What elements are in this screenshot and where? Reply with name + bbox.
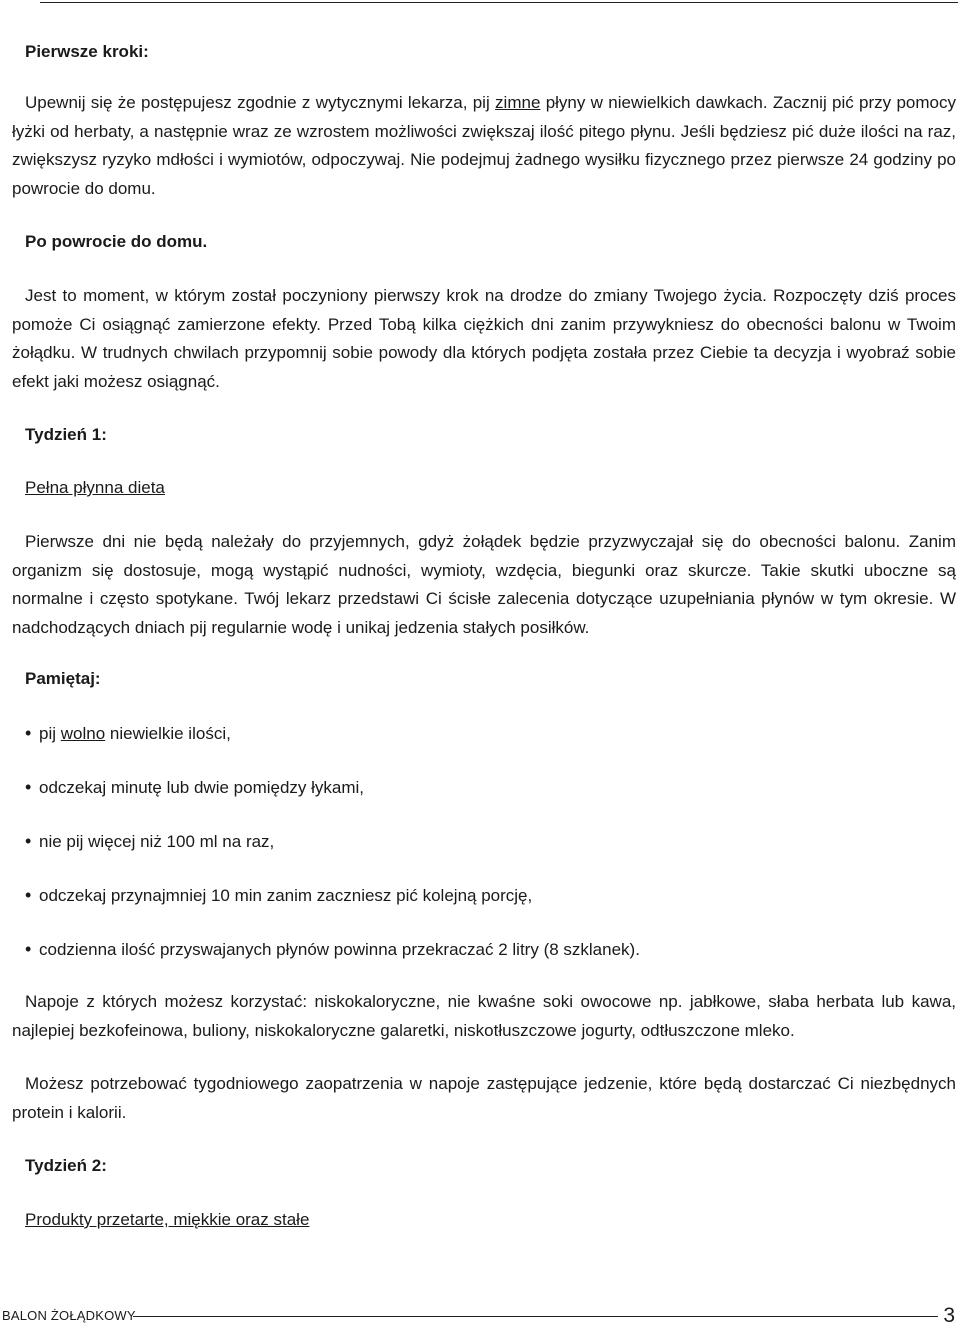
first-steps-text-1: Upewnij się że postępujesz zgodnie z wytycznymi lekarza, pij: [25, 93, 496, 112]
drinks-paragraph: Napoje z których możesz korzystać: niskokaloryczne, nie kwaśne soki owocowe np. jabłkowe, słaba herbata lub kawa, najlepiej bezkofeinowa, buliony, niskokaloryczne galaretki, niskotłuszczowe jogurty, odtłuszczone mleko.: [12, 992, 956, 1040]
bullet-icon: •: [25, 885, 32, 905]
list-item-underlined: wolno: [60, 724, 106, 743]
page-footer: [0, 1305, 960, 1327]
list-item: [25, 827, 274, 856]
list-item-text: odczekaj minutę lub dwie pomiędzy łykami,: [39, 778, 365, 797]
week1-heading: Tydzień 1:: [25, 425, 107, 444]
week1-paragraph: Pierwsze dni nie będą należały do przyjemnych, gdyż żołądek będzie przyzwyczajał się do obecności balonu. Zanim organizm się dostosuje, mogą wystąpić nudności, wymioty, wzdęcia, biegunki oraz skurcze. Takie skutki uboczne są normalne i często spotykane. Twój lekarz przedstawi Ci ścisłe zalecenia dotyczące uzupełniania płynów w tym okresie. W nadchodzących dniach pij regularnie wodę i unikaj jedzenia stałych posiłków.: [12, 532, 956, 637]
page-number: 3: [943, 1304, 955, 1327]
list-item-text: codzienna ilość przyswajanych płynów powinna przekraczać 2 litry (8 szklanek).: [39, 940, 640, 959]
bullet-icon: •: [25, 723, 32, 743]
list-item: [25, 881, 532, 910]
supplement-paragraph: Możesz potrzebować tygodniowego zaopatrzenia w napoje zastępujące jedzenie, które będą dostarczać Ci niezbędnych protein i kalorii.: [12, 1074, 956, 1122]
bullet-icon: •: [25, 831, 32, 851]
back-home-paragraph: Jest to moment, w którym został poczyniony pierwszy krok na drodze do zmiany Twojego życia. Rozpoczęty dziś proces pomoże Ci osiągnąć zamierzone efekty. Przed Tobą kilka ciężkich dni zanim przywykniesz do obecności balonu w Twoim żołądku. W trudnych chwilach przypomnij sobie powody dla których podjęta została przez Ciebie ta decyzja i wyobraź sobie efekt jaki możesz osiągnąć.: [12, 286, 956, 391]
list-item-text: pij: [39, 724, 61, 743]
footer-brand: BALON ŻOŁĄDKOWY: [2, 1308, 136, 1323]
list-item: [25, 935, 640, 964]
list-item-text: niewielkie ilości,: [105, 724, 231, 743]
first-steps-paragraph: [12, 89, 956, 203]
list-item-text: nie pij więcej niż 100 ml na raz,: [39, 832, 275, 851]
first-steps-text-2: płyny w niewielkich dawkach. Zacznij pić przy pomocy łyżki od herbaty, a następnie wraz ze wzrostem możliwości zwiększaj ilość pitego płynu. Jeśli będziesz pić duże ilości na raz, zwiększysz ryzyko mdłości i wymiotów, odpoczywaj. Nie podejmuj żadnego wysiłku fizycznego przez pierwsze 24 godziny po powrocie do domu.: [12, 93, 956, 198]
header-rule: [40, 2, 958, 3]
list-item: [25, 773, 364, 802]
first-steps-underlined: zimne: [495, 93, 541, 112]
week2-subheading: Produkty przetarte, miękkie oraz stałe: [25, 1210, 310, 1229]
remember-heading: Pamiętaj:: [25, 669, 101, 688]
bullet-icon: •: [25, 777, 32, 797]
footer-rule: [133, 1316, 938, 1317]
bullet-icon: •: [25, 939, 32, 959]
first-steps-heading: Pierwsze kroki:: [25, 42, 149, 61]
list-item: [25, 719, 231, 748]
list-item-text: odczekaj przynajmniej 10 min zanim zaczniesz pić kolejną porcję,: [39, 886, 533, 905]
back-home-heading: Po powrocie do domu.: [25, 232, 208, 251]
week1-subheading: Pełna płynna dieta: [25, 478, 165, 497]
week2-heading: Tydzień 2:: [25, 1156, 107, 1175]
